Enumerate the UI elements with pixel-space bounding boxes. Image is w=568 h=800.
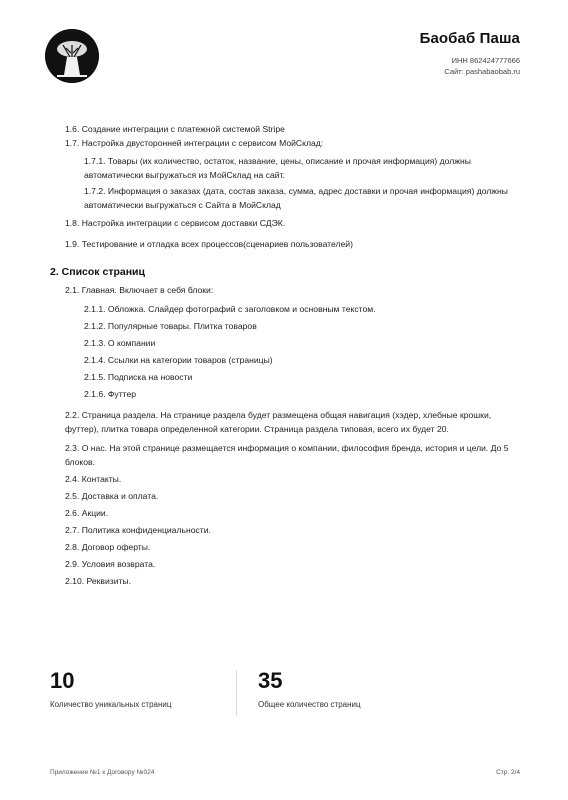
list-item: 2.8. Договор оферты. [65,542,151,552]
list-item: 2.1.5. Подписка на новости [84,372,193,382]
list-item: 2.3. О нас. На этой странице размещается информация о компании, философия бренда, история и цели. До 5 блоков. [65,443,509,467]
stat-unique-pages [50,668,171,709]
list-item: 2.1.4. Ссылки на категории товаров (страницы) [84,355,273,365]
brand-name: Баобаб Паша [419,30,520,47]
list-item: 2.5. Доставка и оплата. [65,491,159,501]
footer-appendix: Приложение №1 к Договору №024 [50,769,155,776]
list-item: 2.1.1. Обложка. Слайдер фотографий с заголовком и основным текстом. [84,304,376,314]
list-item: 2.2. Страница раздела. На странице раздела будет размещена общая навигация (хэдер, хлебные крошки, футтер), плитка товара определенной категории. Страница раздела типовая, всего их будет 20. [65,410,492,434]
list-item: 2.4. Контакты. [65,474,122,484]
tail-list [65,471,520,590]
section-title: 2. Список страниц [50,266,145,278]
list-item: 2.1.2. Популярные товары. Плитка товаров [84,321,257,331]
document-body [50,123,520,590]
sub-list [84,301,520,403]
list-item: 1.7.2. Информация о заказах (дата, состав заказа, сумма, адрес доставки и прочая информация) должны автоматически выгружаться с Сайта в МойСклад [84,186,508,210]
stat-value: 10 [50,668,75,693]
brand-site: Сайт: pashabaobab.ru [444,66,520,76]
stat-label: Общее количество страниц [258,700,361,709]
list-item: 2.6. Акции. [65,508,109,518]
brand-meta [420,56,520,77]
stat-label: Количество уникальных страниц [50,700,172,709]
list-item: 1.7. Настройка двусторонней интеграции с сервисом МойСклад: [65,138,324,148]
list-item: 2.1.6. Футтер [84,389,137,399]
brand-inn: ИНН 862424777666 [451,56,520,65]
list-item: 2.7. Политика конфиденциальности. [65,525,211,535]
list-item: 1.7.1. Товары (их количество, остаток, название, цены, описание и прочая информация) должны автоматически выгружаться из МойСклад на сайт. [84,156,471,180]
list-item: 1.9. Тестирование и отладка всех процессов(сценариев пользователей) [65,239,353,249]
list-item: 2.1.3. О компании [84,338,156,348]
list-item: 2.9. Условия возврата. [65,559,156,569]
baobab-tree-logo [45,29,99,83]
brand-block [420,30,520,77]
list-item: 1.6. Создание интеграции с платежной системой Stripe [65,124,285,134]
list-item: 2.1. Главная. Включает в себя блоки: [65,285,214,295]
footer-page-number: Стр. 2/4 [496,769,520,776]
stat-total-pages [258,668,361,709]
stat-divider [236,670,237,716]
stat-value: 35 [258,668,283,693]
list-item: 1.8. Настройка интеграции с сервисом доставки СДЭК. [65,218,286,228]
stats-row [50,668,520,718]
list-item: 2.10. Реквизиты. [65,576,132,586]
